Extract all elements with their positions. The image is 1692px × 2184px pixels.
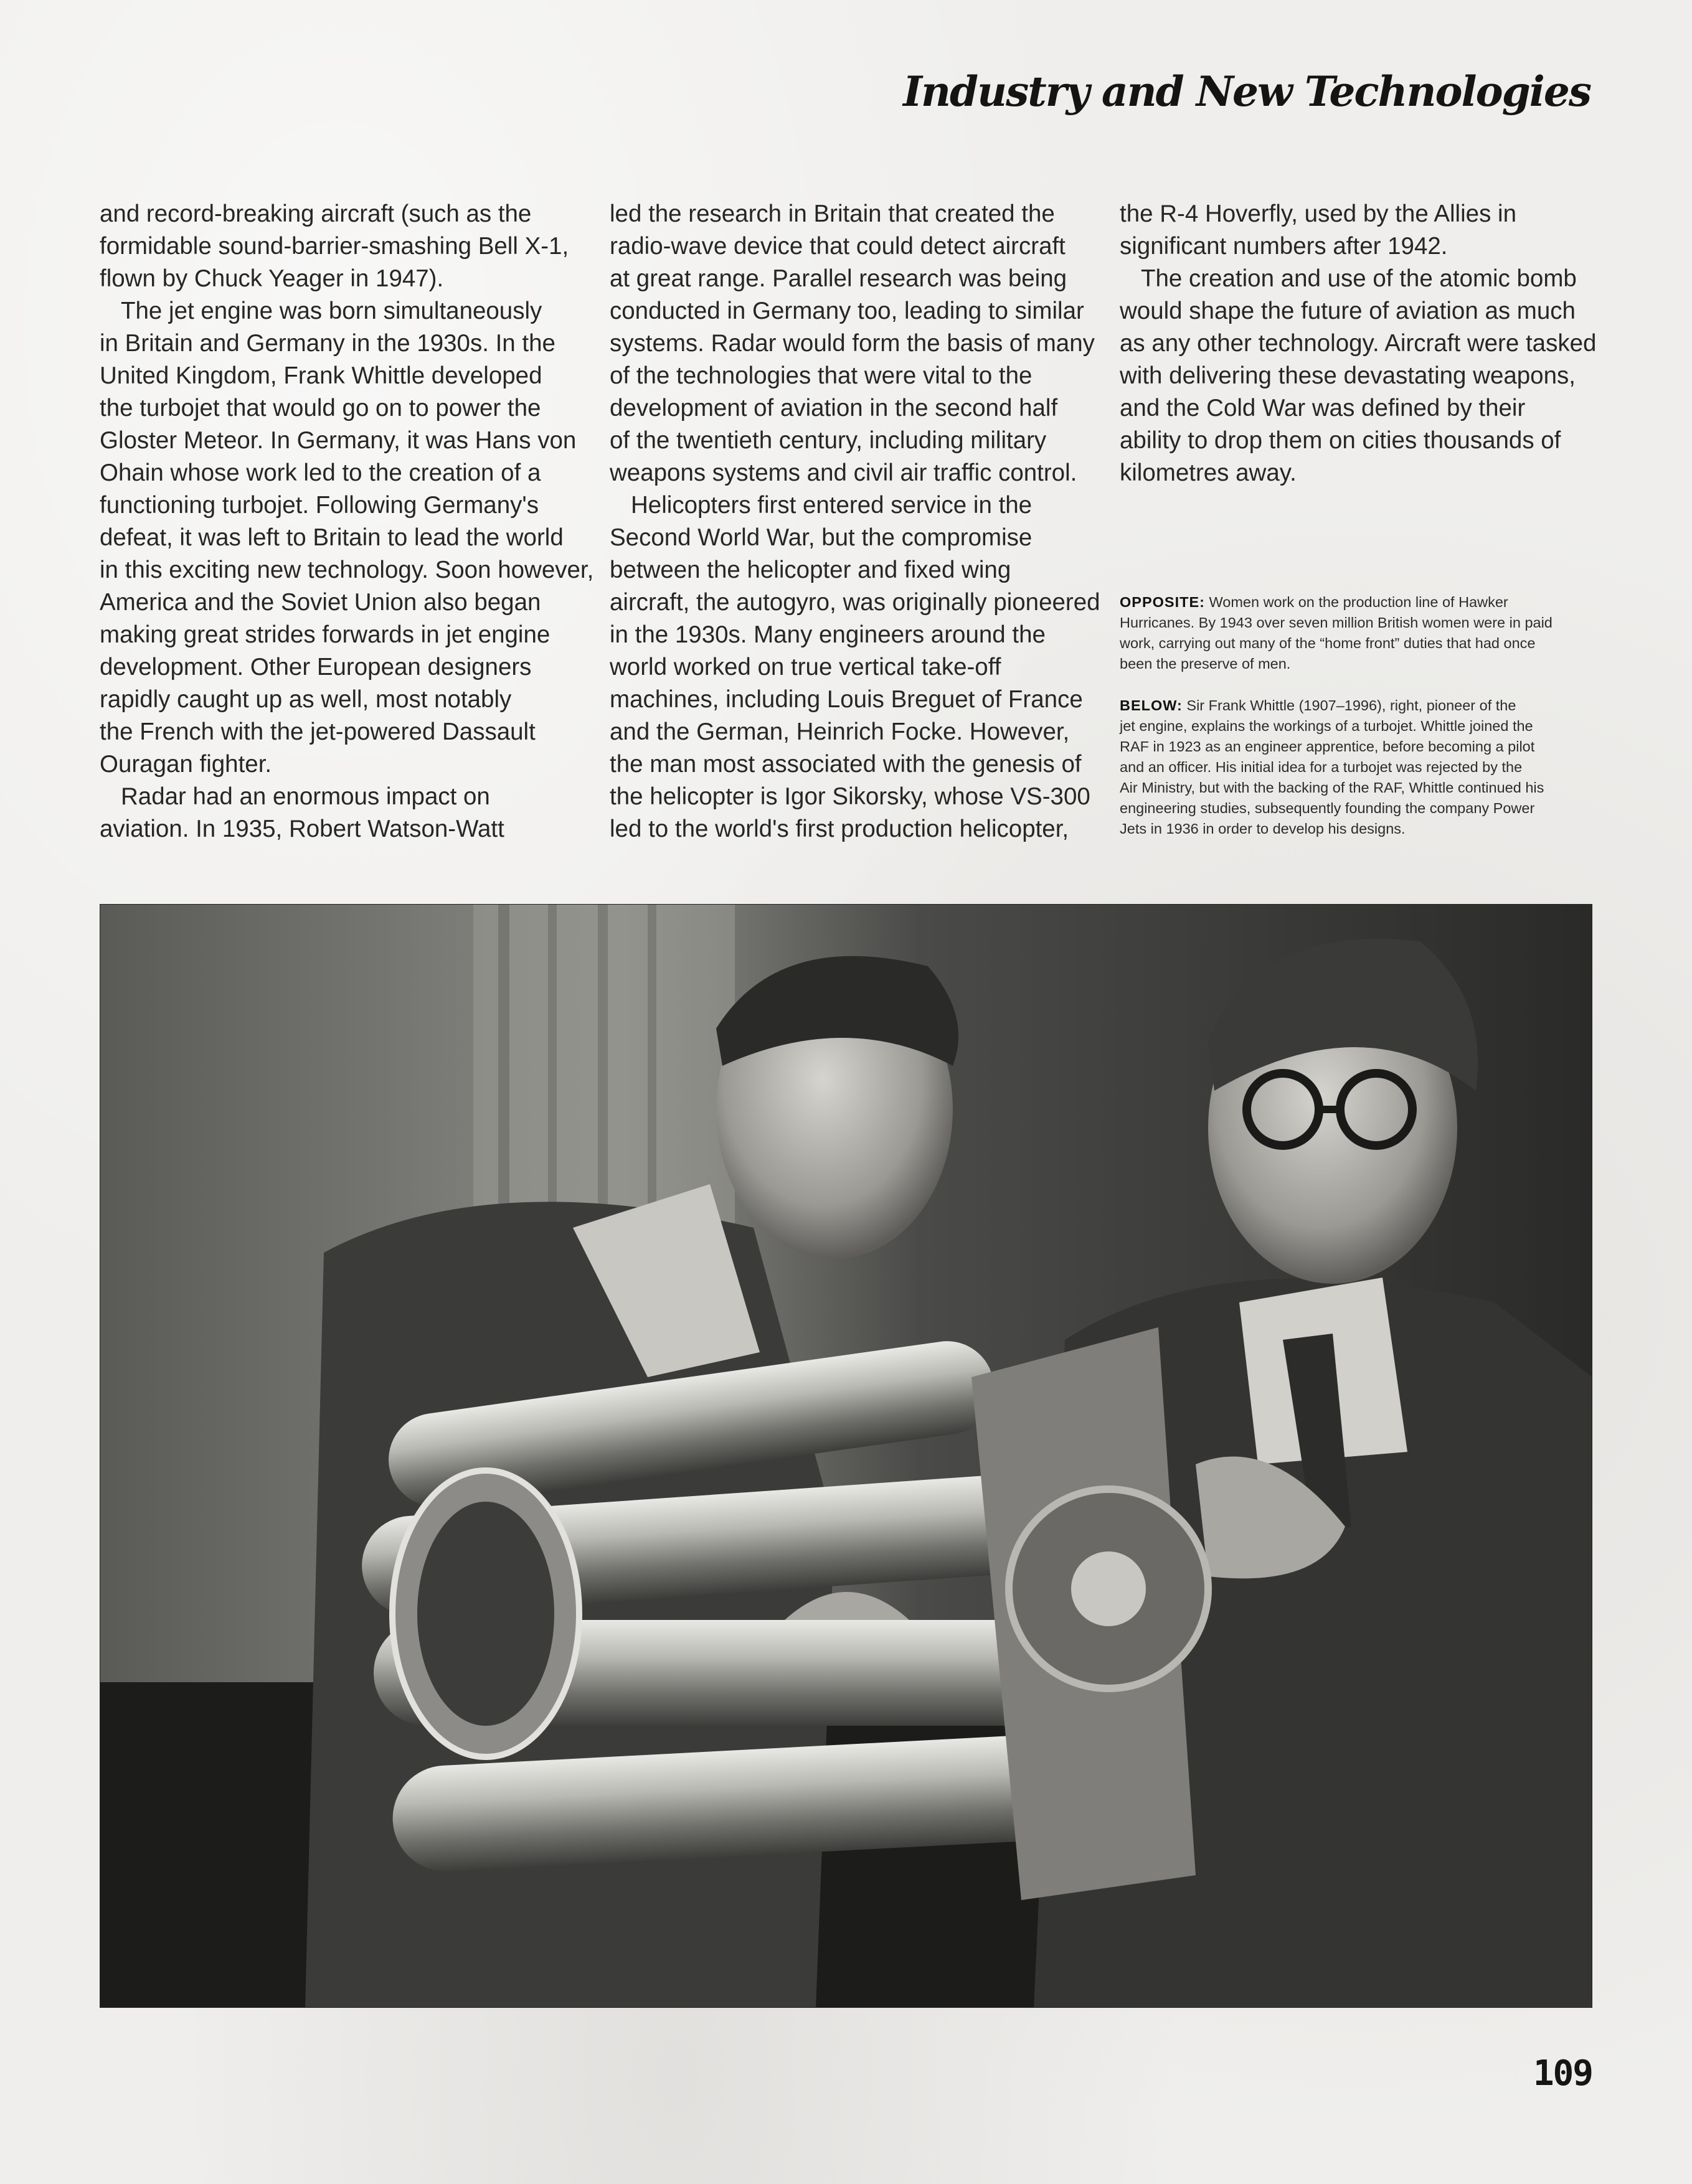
caption-line: been the preserve of men. <box>1120 656 1291 672</box>
body-text-line: ability to drop them on cities thousands of <box>1120 427 1561 454</box>
page-number: 109 <box>1533 2053 1592 2094</box>
body-text-line: the French with the jet-powered Dassault <box>100 718 536 745</box>
body-text-line: weapons systems and civil air traffic control. <box>610 459 1077 486</box>
body-text-line: in this exciting new technology. Soon however, <box>100 557 594 583</box>
body-text-line: machines, including Louis Breguet of France <box>610 686 1083 713</box>
caption-line: RAF in 1923 as an engineer apprentice, before becoming a pilot <box>1120 738 1535 755</box>
caption-line: Air Ministry, but with the backing of the RAF, Whittle continued his <box>1120 779 1544 796</box>
caption-line: engineering studies, subsequently founding the company Power <box>1120 800 1535 816</box>
body-column-3 <box>1120 198 1607 489</box>
section-title: Industry and New Technologies <box>903 67 1590 116</box>
body-text-line: making great strides forwards in jet engine <box>100 621 551 648</box>
body-text-line: the turbojet that would go on to power the <box>100 395 541 421</box>
body-text-line: formidable sound-barrier-smashing Bell X-1, <box>100 233 569 260</box>
body-text-line: development of aviation in the second half <box>610 395 1058 421</box>
body-text-line: Gloster Meteor. In Germany, it was Hans von <box>100 427 577 454</box>
body-text-line: in the 1930s. Many engineers around the <box>610 621 1046 648</box>
body-text-line: and the Cold War was defined by their <box>1120 395 1526 421</box>
body-text-line: world worked on true vertical take-off <box>610 654 1001 680</box>
body-text-line: of the twentieth century, including military <box>610 427 1047 454</box>
body-text-line: functioning turbojet. Following Germany's <box>100 492 539 519</box>
caption-below <box>1120 695 1593 839</box>
caption-text: Women work on the production line of Hawker <box>1209 594 1508 610</box>
caption-line: Jets in 1936 in order to develop his designs. <box>1120 821 1406 837</box>
caption-line: Hurricanes. By 1943 over seven million British women were in paid <box>1120 614 1553 631</box>
body-text-line: as any other technology. Aircraft were tasked <box>1120 330 1597 357</box>
body-text-line: The creation and use of the atomic bomb <box>1141 265 1577 292</box>
body-text-line: Helicopters first entered service in the <box>631 492 1033 519</box>
body-text-line: rapidly caught up as well, most notably <box>100 686 512 713</box>
body-text-line: in Britain and Germany in the 1930s. In the <box>100 330 555 357</box>
body-text-line: The jet engine was born simultaneously <box>121 298 542 324</box>
body-text-line: the man most associated with the genesis of <box>610 751 1082 778</box>
body-text-line: Second World War, but the compromise <box>610 524 1033 551</box>
body-text-line: would shape the future of aviation as much <box>1120 298 1576 324</box>
body-text-line: defeat, it was left to Britain to lead the world <box>100 524 564 551</box>
body-text-line: kilometres away. <box>1120 459 1297 486</box>
caption-opposite <box>1120 592 1593 674</box>
body-text-line: conducted in Germany too, leading to similar <box>610 298 1084 324</box>
body-text-line: flown by Chuck Yeager in 1947). <box>100 265 444 292</box>
whittle-turbojet-photo <box>100 904 1592 2008</box>
body-text-line: the helicopter is Igor Sikorsky, whose VS-300 <box>610 783 1090 810</box>
caption-line <box>1120 695 1593 716</box>
body-text-line: led the research in Britain that created the <box>610 200 1055 227</box>
body-text-line: aviation. In 1935, Robert Watson-Watt <box>100 816 504 842</box>
caption-line <box>1120 592 1593 613</box>
photo-captions <box>1120 592 1593 860</box>
body-text-line: and the German, Heinrich Focke. However, <box>610 718 1070 745</box>
body-column-1 <box>100 198 594 845</box>
caption-label: BELOW: <box>1120 697 1183 713</box>
body-text-line: Ouragan fighter. <box>100 751 272 778</box>
caption-text: Sir Frank Whittle (1907–1996), right, pioneer of the <box>1186 697 1516 713</box>
body-text-line: Ohain whose work led to the creation of a <box>100 459 541 486</box>
body-text-line: development. Other European designers <box>100 654 532 680</box>
body-column-2 <box>610 198 1100 845</box>
body-text-line: systems. Radar would form the basis of many <box>610 330 1095 357</box>
body-text-line: significant numbers after 1942. <box>1120 233 1448 260</box>
body-text-line: led to the world's first production helicopter, <box>610 816 1069 842</box>
body-text-line: and record-breaking aircraft (such as the <box>100 200 532 227</box>
body-text-line: radio-wave device that could detect aircraft <box>610 233 1066 260</box>
body-text-line: between the helicopter and fixed wing <box>610 557 1011 583</box>
body-text-line: Radar had an enormous impact on <box>121 783 490 810</box>
body-text-line: of the technologies that were vital to the <box>610 362 1033 389</box>
body-text-line: America and the Soviet Union also began <box>100 589 541 616</box>
body-text-line: aircraft, the autogyro, was originally pioneered <box>610 589 1100 616</box>
caption-label: OPPOSITE: <box>1120 594 1205 610</box>
caption-line: work, carrying out many of the “home front” duties that had once <box>1120 635 1536 651</box>
body-text-line: United Kingdom, Frank Whittle developed <box>100 362 542 389</box>
body-text-line: at great range. Parallel research was being <box>610 265 1067 292</box>
caption-line: jet engine, explains the workings of a turbojet. Whittle joined the <box>1120 718 1533 734</box>
caption-line: and an officer. His initial idea for a turbojet was rejected by the <box>1120 759 1523 775</box>
body-text-line: with delivering these devastating weapons, <box>1120 362 1576 389</box>
body-text-line: the R-4 Hoverfly, used by the Allies in <box>1120 200 1516 227</box>
